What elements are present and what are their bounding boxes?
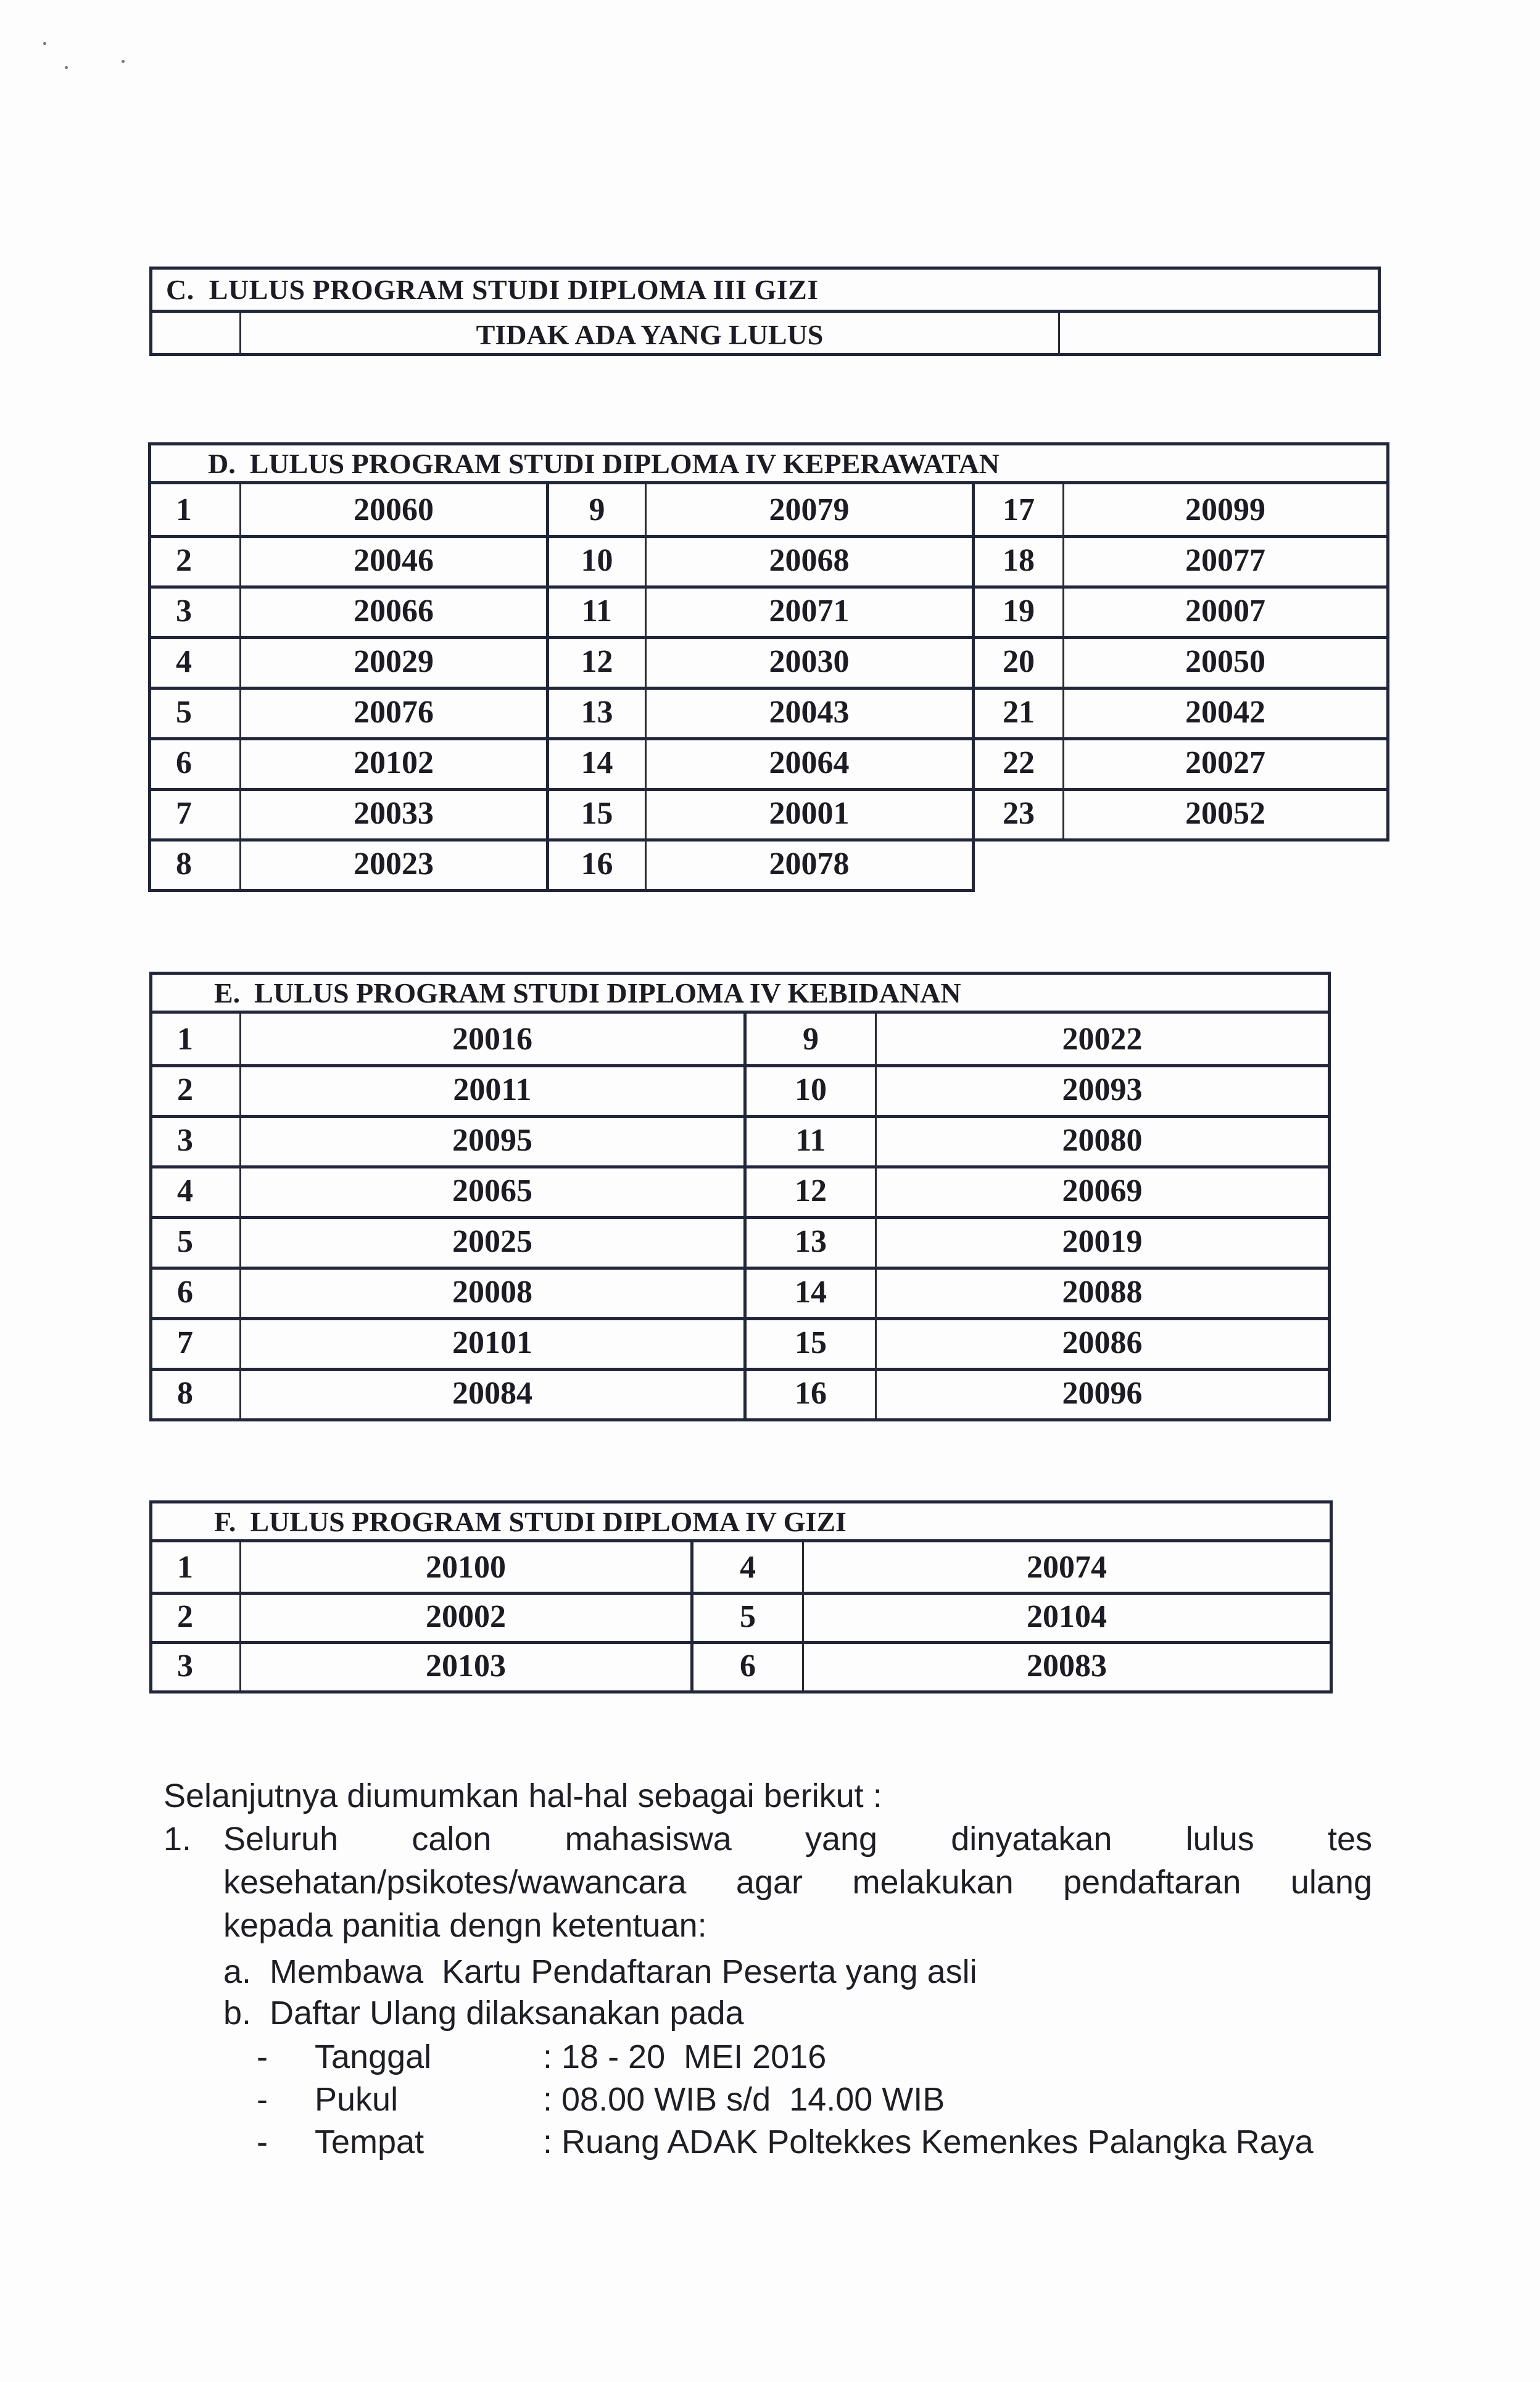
row-number: 8 [176,846,192,882]
participant-number: 20100 [239,1542,690,1592]
participant-number: 20066 [239,585,546,636]
table-row [549,838,975,892]
participant-number: 20064 [645,737,972,788]
row-number: 7 [177,1325,193,1360]
table-row [149,1592,693,1644]
word: mahasiswa [565,1821,732,1858]
row-number: 9 [803,1021,819,1057]
participant-number: 20042 [1062,687,1386,737]
participant-number: 20001 [645,788,972,838]
row-number: 16 [581,846,613,882]
row-number: 4 [177,1173,193,1209]
word: lulus [1185,1821,1254,1858]
row-number: 16 [795,1375,827,1411]
row-number: 15 [795,1325,827,1360]
row-number: 3 [176,593,192,629]
row-number: 6 [740,1648,756,1684]
item-1-line-3: kepada panitia dengn ketentuan: [223,1907,707,1944]
row-number: 21 [1003,694,1035,730]
table-row [149,1064,747,1118]
participant-number: 20027 [1062,737,1386,788]
row-number: 3 [177,1648,193,1684]
table-row [148,687,549,740]
section-e-title: E. LULUS PROGRAM STUDI DIPLOMA IV KEBIDANAN [149,972,1331,1014]
table-row [149,1115,747,1168]
participant-number: 20076 [239,687,546,737]
word: dinyatakan [951,1821,1112,1858]
scan-speck [43,42,46,45]
table-row [747,1267,1331,1320]
word: tes [1327,1821,1372,1858]
participant-number: 20084 [239,1368,743,1418]
table-row [549,585,975,639]
participant-number: 20086 [875,1317,1328,1368]
participant-number: 20029 [239,636,546,687]
sub-item-a: a. Membawa Kartu Pendaftaran Peserta yang asli [223,1953,977,1990]
participant-number: 20088 [875,1267,1328,1317]
participant-number: 20065 [239,1165,743,1216]
table-row [693,1542,1333,1595]
table-row [149,1317,747,1371]
row-number: 3 [177,1122,193,1158]
row-number: 17 [1003,492,1035,527]
word: yang [805,1821,878,1858]
row-number: 1 [177,1549,193,1585]
item-1-line-1 [223,1820,1372,1858]
row-number: 22 [1003,745,1035,780]
table-row [148,838,549,892]
participant-number: 20079 [645,484,972,535]
row-number: 10 [581,542,613,578]
row-number: 1 [177,1021,193,1057]
table-row [549,636,975,690]
empty-cell [1058,313,1378,356]
participant-number: 20025 [239,1216,743,1267]
item-1-line-2 [223,1863,1372,1901]
row-number: 6 [176,745,192,780]
table-row [747,1216,1331,1270]
table-row [549,788,975,842]
table-row [975,737,1389,791]
bullet: - [257,2124,268,2161]
participant-number: 20050 [1062,636,1386,687]
section-d-title: D. LULUS PROGRAM STUDI DIPLOMA IV KEPERAWATAN [148,442,1389,484]
table-row [148,535,549,589]
row-number: 5 [176,694,192,730]
section-c-title-text: C. LULUS PROGRAM STUDI DIPLOMA III GIZI [166,274,819,305]
table-row [148,484,549,538]
table-row [149,1542,693,1595]
participant-number: 20011 [239,1064,743,1115]
word: pendaftaran [1063,1864,1241,1901]
table-row [549,484,975,538]
scan-speck [65,66,68,69]
no-pass-message: TIDAK ADA YANG LULUS [239,313,1058,356]
participant-number: 20016 [239,1014,743,1064]
table-row [975,585,1389,639]
row-number: 12 [795,1173,827,1209]
participant-number: 20095 [239,1115,743,1165]
participant-number: 20099 [1062,484,1386,535]
participant-number: 20023 [239,838,546,889]
table-row [148,636,549,690]
table-row [747,1165,1331,1219]
participant-number: 20083 [802,1641,1330,1690]
row-number: 18 [1003,542,1035,578]
participant-number: 20104 [802,1592,1330,1641]
table-row [149,1267,747,1320]
table-row [149,1641,693,1693]
bullet: - [257,2038,268,2075]
table-row [549,687,975,740]
row-number: 13 [581,694,613,730]
participant-number: 20077 [1062,535,1386,585]
word: agar [735,1864,803,1901]
participant-number: 20068 [645,535,972,585]
row-number: 2 [176,542,192,578]
table-section-d [148,442,1389,890]
participant-number: 20069 [875,1165,1328,1216]
row-number: 20 [1003,643,1035,679]
row-number: 19 [1003,593,1035,629]
participant-number: 20096 [875,1368,1328,1418]
row-number: 5 [177,1223,193,1259]
table-row [148,585,549,639]
row-number: 13 [795,1223,827,1259]
row-number: 7 [176,795,192,831]
scan-speck [122,60,125,63]
row-number: 4 [176,643,192,679]
table-row [747,1368,1331,1421]
row-number: 14 [581,745,613,780]
participant-number: 20060 [239,484,546,535]
table-section-f [149,1500,1333,1692]
sub-item-b: b. Daftar Ulang dilaksanakan pada [223,1995,744,2032]
row-number: 1 [176,492,192,527]
table-row [148,737,549,791]
table-row [149,1014,747,1067]
empty-cell [152,313,239,356]
participant-number: 20071 [645,585,972,636]
row-number: 14 [795,1274,827,1310]
table-row [975,535,1389,589]
detail-value-tempat: : Ruang ADAK Poltekkes Kemenkes Palangka Raya [543,2124,1314,2161]
word: Seluruh [223,1821,339,1858]
row-number: 23 [1003,795,1035,831]
row-number: 15 [581,795,613,831]
table-row [152,313,1378,356]
participant-number: 20030 [645,636,972,687]
table-row [149,1165,747,1219]
section-c-title [152,270,1378,313]
row-number: 9 [589,492,605,527]
row-number: 10 [795,1072,827,1107]
detail-value-tanggal: : 18 - 20 MEI 2016 [543,2038,827,2075]
participant-number: 20103 [239,1641,690,1690]
table-row [975,788,1389,842]
participant-number: 20022 [875,1014,1328,1064]
row-number: 2 [177,1598,193,1634]
participant-number: 20074 [802,1542,1330,1592]
participant-number: 20080 [875,1115,1328,1165]
word: calon [412,1821,492,1858]
participant-number: 20007 [1062,585,1386,636]
row-number: 11 [795,1122,826,1158]
row-number: 12 [581,643,613,679]
section-f-title: F. LULUS PROGRAM STUDI DIPLOMA IV GIZI [149,1500,1333,1542]
participant-number: 20101 [239,1317,743,1368]
participant-number: 20093 [875,1064,1328,1115]
participant-number: 20102 [239,737,546,788]
participant-number: 20002 [239,1592,690,1641]
table-row [149,1368,747,1421]
row-number: 11 [581,593,613,629]
item-1-number: 1. [164,1821,192,1858]
detail-label-tanggal: Tanggal [315,2038,432,2075]
participant-number: 20033 [239,788,546,838]
notice-intro: Selanjutnya diumumkan hal-hal sebagai berikut : [164,1777,882,1814]
participant-number: 20008 [239,1267,743,1317]
detail-label-tempat: Tempat [315,2124,424,2161]
participant-number: 20052 [1062,788,1386,838]
table-row [148,788,549,842]
row-number: 6 [177,1274,193,1310]
table-row [747,1014,1331,1067]
table-section-e [149,972,1331,1418]
participant-number: 20019 [875,1216,1328,1267]
table-row [693,1641,1333,1693]
bullet: - [257,2081,268,2118]
table-row [693,1592,1333,1644]
row-number: 8 [177,1375,193,1411]
participant-number: 20078 [645,838,972,889]
participant-number: 20046 [239,535,546,585]
table-row [149,1216,747,1270]
table-row [975,484,1389,538]
table-row [747,1317,1331,1371]
detail-value-pukul: : 08.00 WIB s/d 14.00 WIB [543,2081,945,2118]
row-number: 4 [740,1549,756,1585]
table-row [975,636,1389,690]
table-row [747,1115,1331,1168]
detail-label-pukul: Pukul [315,2081,399,2118]
word: melakukan [852,1864,1014,1901]
participant-number: 20043 [645,687,972,737]
table-row [747,1064,1331,1118]
word: kesehatan/psikotes/wawancara [223,1864,687,1901]
word: ulang [1290,1864,1372,1901]
table-section-c [149,267,1381,356]
row-number: 2 [177,1072,193,1107]
table-row [975,687,1389,740]
table-row [549,535,975,589]
row-number: 5 [740,1598,756,1634]
table-row [549,737,975,791]
